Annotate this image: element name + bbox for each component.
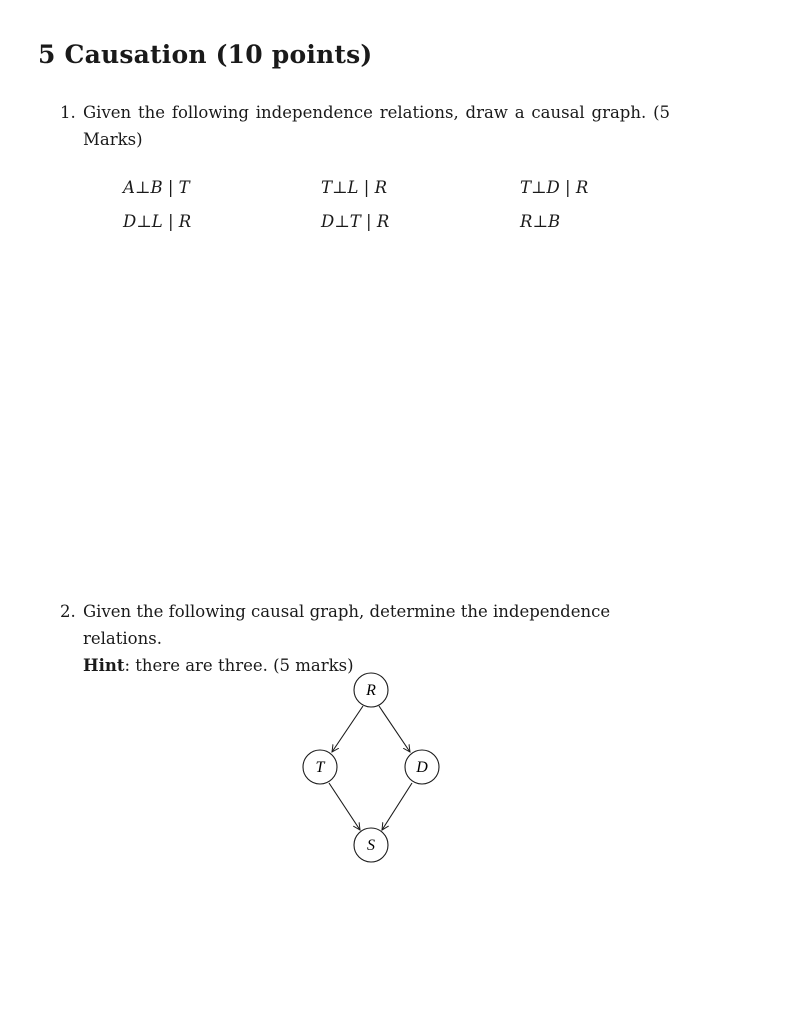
relation-6: R⊥B — [520, 212, 561, 231]
hint-text: : there are three. (5 marks) — [124, 656, 354, 675]
svg-text:T: T — [315, 759, 325, 776]
edge-d-s — [382, 783, 412, 830]
question-1-text: Given the following independence relations, draw a causal graph. (5 Marks) — [83, 103, 670, 149]
edge-r-d — [379, 706, 410, 752]
relation-5: D⊥T | R — [321, 212, 390, 231]
question-2-number: 2. — [60, 602, 76, 621]
question-1 — [60, 99, 670, 153]
svg-text:R: R — [366, 682, 376, 699]
svg-text:S: S — [367, 837, 375, 854]
svg-text:D: D — [416, 759, 428, 776]
question-1-number: 1. — [60, 103, 76, 122]
edge-r-t — [332, 706, 363, 752]
node-d — [405, 750, 439, 784]
causal-graph-svg — [295, 665, 455, 870]
relation-2: T⊥L | R — [321, 178, 388, 197]
relation-4: D⊥L | R — [123, 212, 192, 231]
causal-graph — [295, 665, 455, 874]
relation-1: A⊥B | T — [123, 178, 190, 197]
edge-t-s — [329, 783, 360, 830]
hint-label: Hint — [83, 656, 125, 675]
relation-3: T⊥D | R — [520, 178, 589, 197]
section-title: 5 Causation (10 points) — [38, 40, 373, 69]
node-t — [303, 750, 337, 784]
node-s — [354, 828, 388, 862]
question-2-text: Given the following causal graph, determine the independence relations. — [83, 602, 611, 648]
node-r — [354, 673, 388, 707]
